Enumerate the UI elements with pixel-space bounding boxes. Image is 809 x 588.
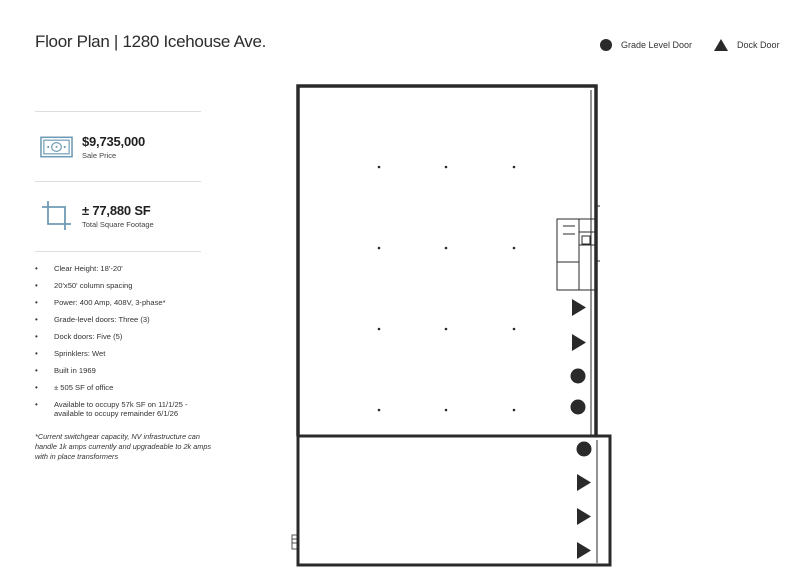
column-marker bbox=[445, 166, 448, 169]
office-block bbox=[557, 219, 595, 290]
column-marker bbox=[445, 409, 448, 412]
dock-door-icon bbox=[577, 508, 591, 525]
feature-item: • Available to occupy 57k SF on 11/1/25 - available to occupy remainder 6/1/26 bbox=[35, 400, 210, 418]
grade-door-icon bbox=[571, 400, 586, 415]
dock-doors bbox=[572, 299, 591, 559]
column-grid bbox=[378, 166, 516, 412]
dock-door-icon bbox=[572, 334, 586, 351]
column-marker bbox=[378, 409, 381, 412]
column-marker bbox=[513, 409, 516, 412]
grade-door-icon bbox=[571, 369, 586, 384]
column-marker bbox=[445, 247, 448, 250]
grade-doors bbox=[571, 369, 592, 457]
feature-item: • Power: 400 Amp, 408V, 3-phase* bbox=[35, 298, 210, 307]
column-marker bbox=[513, 247, 516, 250]
column-marker bbox=[445, 328, 448, 331]
area-value: ± 77,880 SF bbox=[82, 202, 151, 218]
feature-item: • Built in 1969 bbox=[35, 366, 210, 375]
area-label: Total Square Footage bbox=[82, 219, 154, 229]
column-marker bbox=[378, 328, 381, 331]
dock-door-icon bbox=[577, 474, 591, 491]
feature-item: • Grade-level doors: Three (3) bbox=[35, 315, 210, 324]
column-marker bbox=[378, 247, 381, 250]
column-marker bbox=[378, 166, 381, 169]
dock-door-icon bbox=[572, 299, 586, 316]
feature-item: • Sprinklers: Wet bbox=[35, 349, 210, 358]
column-marker bbox=[513, 166, 516, 169]
feature-item: • ± 505 SF of office bbox=[35, 383, 210, 392]
grade-door-icon bbox=[577, 442, 592, 457]
page-title: Floor Plan | 1280 Icehouse Ave. bbox=[35, 32, 267, 51]
feature-item: • Dock doors: Five (5) bbox=[35, 332, 210, 341]
price-label: Sale Price bbox=[82, 150, 117, 160]
grade-door-legend-label: Grade Level Door bbox=[621, 40, 693, 50]
footnote: *Current switchgear capacity, NV infrastructure can handle 1k amps currently and upgradeable to 2k amps with in place transformers bbox=[35, 432, 212, 461]
dock-door-icon bbox=[577, 542, 591, 559]
price-value: $9,735,000 bbox=[82, 133, 146, 149]
feature-item: • Clear Height: 18'-20' bbox=[35, 264, 210, 273]
upper-building-wall bbox=[298, 86, 596, 436]
column-marker bbox=[513, 328, 516, 331]
lower-building-wall bbox=[298, 436, 610, 565]
feature-item: • 20'x50' column spacing bbox=[35, 281, 210, 290]
dock-door-legend-label: Dock Door bbox=[737, 40, 780, 50]
